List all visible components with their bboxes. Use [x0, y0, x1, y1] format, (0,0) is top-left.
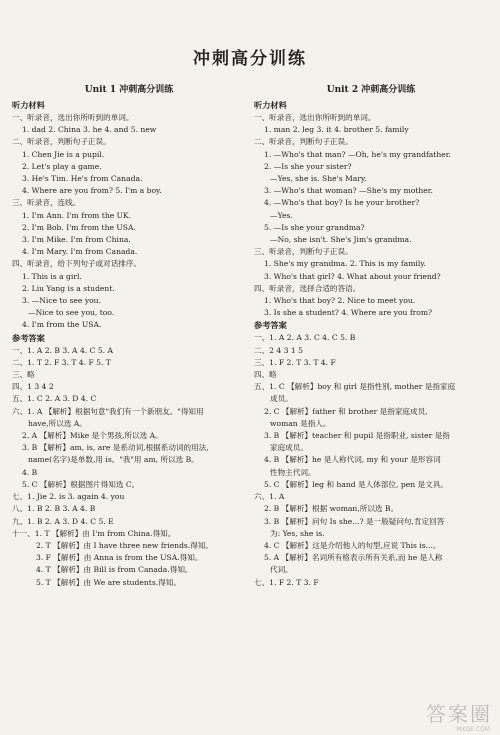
- left-column-line: 五、1. C 2. A 3. D 4. C: [12, 394, 97, 404]
- right-column-line: 2. B 【解析】根据 woman,所以选 B。: [264, 504, 399, 514]
- right-column-line: 为: Yes, she is.: [270, 528, 325, 538]
- left-column-line: 听力材料: [12, 100, 45, 110]
- right-column-line: 五、1. C 【解析】boy 和 girl 是指性别, mother 是指家庭: [254, 382, 456, 392]
- right-column-line: —No, she isn't. She's Jim's grandma.: [270, 235, 412, 245]
- left-column-line: have,所以选 A。: [28, 418, 87, 428]
- left-column-line: 5. C 【解析】根据图片得知选 C。: [22, 479, 140, 489]
- right-column-line: 5. C 【解析】leg 和 hand 是人体部位, pen 是文具。: [264, 479, 448, 489]
- right-column-line: 2. —Is she your sister?: [264, 161, 352, 171]
- left-column-line: 六、1. A 【解析】根据句意"我们有一个新朋友。"得知用: [12, 406, 204, 416]
- left-column-line: 3. B 【解析】am, is, are 是系动词,根据系动词的用法,: [22, 443, 209, 453]
- right-column-line: 3. —Who's that woman? —She's my mother.: [264, 186, 433, 196]
- left-column-line: 4. I'm Mary. I'm from Canada.: [22, 247, 138, 257]
- right-column-line: 2. C 【解析】father 和 brother 是指家庭成员,: [264, 406, 428, 416]
- right-column-line: 1. —Who's that man? —Oh, he's my grandfather.: [264, 149, 451, 159]
- right-column-line: 5. —Is she your grandma?: [264, 222, 365, 232]
- right-column-line: 4. C 【解析】这是介绍他人的句型,应说 This is...。: [264, 540, 441, 550]
- left-column-line: 2. Liu Yang is a student.: [22, 283, 115, 293]
- left-column-line: 八、1. B 2. B 3. A 4. B: [12, 504, 96, 514]
- watermark-logo: 答案圈: [426, 702, 492, 726]
- right-column-line: 一、听录音，选出你所听到的单词。: [254, 113, 376, 122]
- right-column-line: 三、1. F 2. T 3. T 4. F: [254, 357, 336, 367]
- left-column-line: 十一、1. T 【解析】由 I'm from China.得知。: [12, 528, 176, 538]
- right-column-line: 3. B 【解析】问句 Is she...? 是一般疑问句,肯定回答: [264, 516, 445, 526]
- right-column-line: 四、略: [254, 370, 277, 380]
- left-column-line: 三、略: [12, 370, 35, 380]
- left-column-line: 1. dad 2. China 3. he 4. and 5. new: [22, 125, 157, 135]
- left-column-line: 九、1. B 2. A 3. D 4. C 5. E: [12, 516, 114, 526]
- left-column-line: 参考答案: [12, 332, 45, 343]
- page-title: 冲刺高分训练: [193, 49, 307, 69]
- left-column-line: 4. I'm from the USA.: [22, 320, 102, 330]
- right-column-line: 成员。: [270, 394, 293, 404]
- right-column-line: 三、听录音，判断句子正误。: [254, 247, 353, 257]
- right-column-line: 3. Is she a student? 4. Where are you from?: [264, 308, 433, 318]
- left-column-line: 1. This is a girl.: [22, 271, 82, 281]
- left-column-line: 二、听录音，判断句子正误。: [12, 137, 111, 147]
- right-column-line: woman 是指人。: [270, 418, 331, 428]
- right-column-line: 家庭成员。: [270, 443, 308, 453]
- left-column-line: name(名字)是单数,用 is。"我"用 am, 所以选 B。: [28, 455, 199, 465]
- right-column-line: 5. A 【解析】名词所有格表示所有关系,而 he 是人称: [264, 553, 443, 563]
- left-column-line: 二、1. T 2. F 3. T 4. F 5. T: [12, 357, 111, 367]
- watermark-site: MXQE.COM: [456, 726, 490, 733]
- right-column-line: 二、听录音，判断句子正误。: [254, 137, 353, 147]
- two-column-body: [12, 83, 488, 589]
- right-column-line: 1. Who's that boy? 2. Nice to meet you.: [264, 296, 416, 306]
- right-column-line: Unit 2 冲刺高分训练: [326, 85, 416, 95]
- left-column-line: 1. I'm Ann. I'm from the UK.: [22, 210, 132, 220]
- left-column-line: 3. —Nice to see you.: [22, 296, 101, 306]
- right-column-line: 代词。: [270, 565, 293, 575]
- left-column-line: 4. B: [22, 467, 38, 477]
- left-column-line: Unit 1 冲刺高分训练: [84, 85, 174, 95]
- right-column-line: 3. Who's that girl? 4. What about your friend?: [264, 271, 441, 281]
- right-column: [254, 83, 488, 589]
- right-column-line: 二、2 4 3 1 5: [254, 345, 303, 355]
- left-column-line: 4. Where are you from? 5. I'm a boy.: [22, 186, 162, 196]
- right-column-line: 参考答案: [254, 320, 287, 331]
- right-column-line: 3. B 【解析】teacher 和 pupil 是指职业, sister 是指: [264, 431, 450, 441]
- right-column-line: 听力材料: [254, 100, 287, 110]
- left-column-line: 1. Chen Jie is a pupil.: [22, 149, 105, 159]
- left-column-line: 4. T 【解析】由 Bill is from Canada.得知。: [36, 565, 193, 575]
- left-column-line: 3. F 【解析】由 Anna is from the USA.得知。: [36, 553, 203, 563]
- left-column-line: —Nice to see you, too.: [28, 308, 115, 318]
- right-column-line: 1. man 2. leg 3. it 4. brother 5. family: [264, 125, 409, 135]
- left-column-line: 三、听录音，连线。: [12, 198, 81, 208]
- right-column-line: 四、听录音，选择合适的答语。: [254, 283, 361, 293]
- left-column-line: 四、1 3 4 2: [12, 382, 54, 392]
- left-column-line: 2. T 【解析】由 I have three new friends.得知。: [36, 540, 214, 550]
- right-column-line: 4. —Who's that boy? Is he your brother?: [264, 198, 420, 208]
- left-column-line: 七、1. Jie 2. is 3. again 4. you: [12, 492, 125, 502]
- left-column-line: 5. T 【解析】由 We are students.得知。: [36, 577, 181, 587]
- left-column-line: 2. I'm Bob. I'm from the USA.: [22, 222, 136, 232]
- left-column-line: 3. I'm Mike. I'm from China.: [22, 235, 131, 245]
- right-column-line: 六、1. A: [254, 492, 285, 502]
- right-column-line: 1. She's my grandma. 2. This is my family.: [264, 259, 426, 269]
- right-column-line: 一、1. A 2. A 3. C 4. C 5. B: [254, 333, 356, 343]
- right-column-line: 性物主代词。: [270, 467, 316, 477]
- right-column-line: 4. B 【解析】he 是人称代词, my 和 your 是形容词: [264, 455, 441, 465]
- left-column: [12, 83, 246, 589]
- left-column-line: 2. A 【解析】Mike 是个男孩,所以选 A。: [22, 431, 163, 441]
- right-column-line: —Yes, she is. She's Mary.: [270, 174, 367, 184]
- left-column-line: 3. He's Tim. He's from Canada.: [22, 174, 143, 184]
- left-column-line: 2. Let's play a game.: [22, 161, 102, 171]
- left-column-line: 四、听录音，给下列句子或对话排序。: [12, 259, 142, 269]
- left-column-line: 一、听录音，选出你所听到的单词。: [12, 113, 134, 122]
- left-column-line: 一、1. A 2. B 3. A 4. C 5. A: [12, 345, 113, 355]
- right-column-line: —Yes.: [270, 210, 293, 220]
- right-column-line: 七、1. F 2. T 3. F: [254, 577, 319, 587]
